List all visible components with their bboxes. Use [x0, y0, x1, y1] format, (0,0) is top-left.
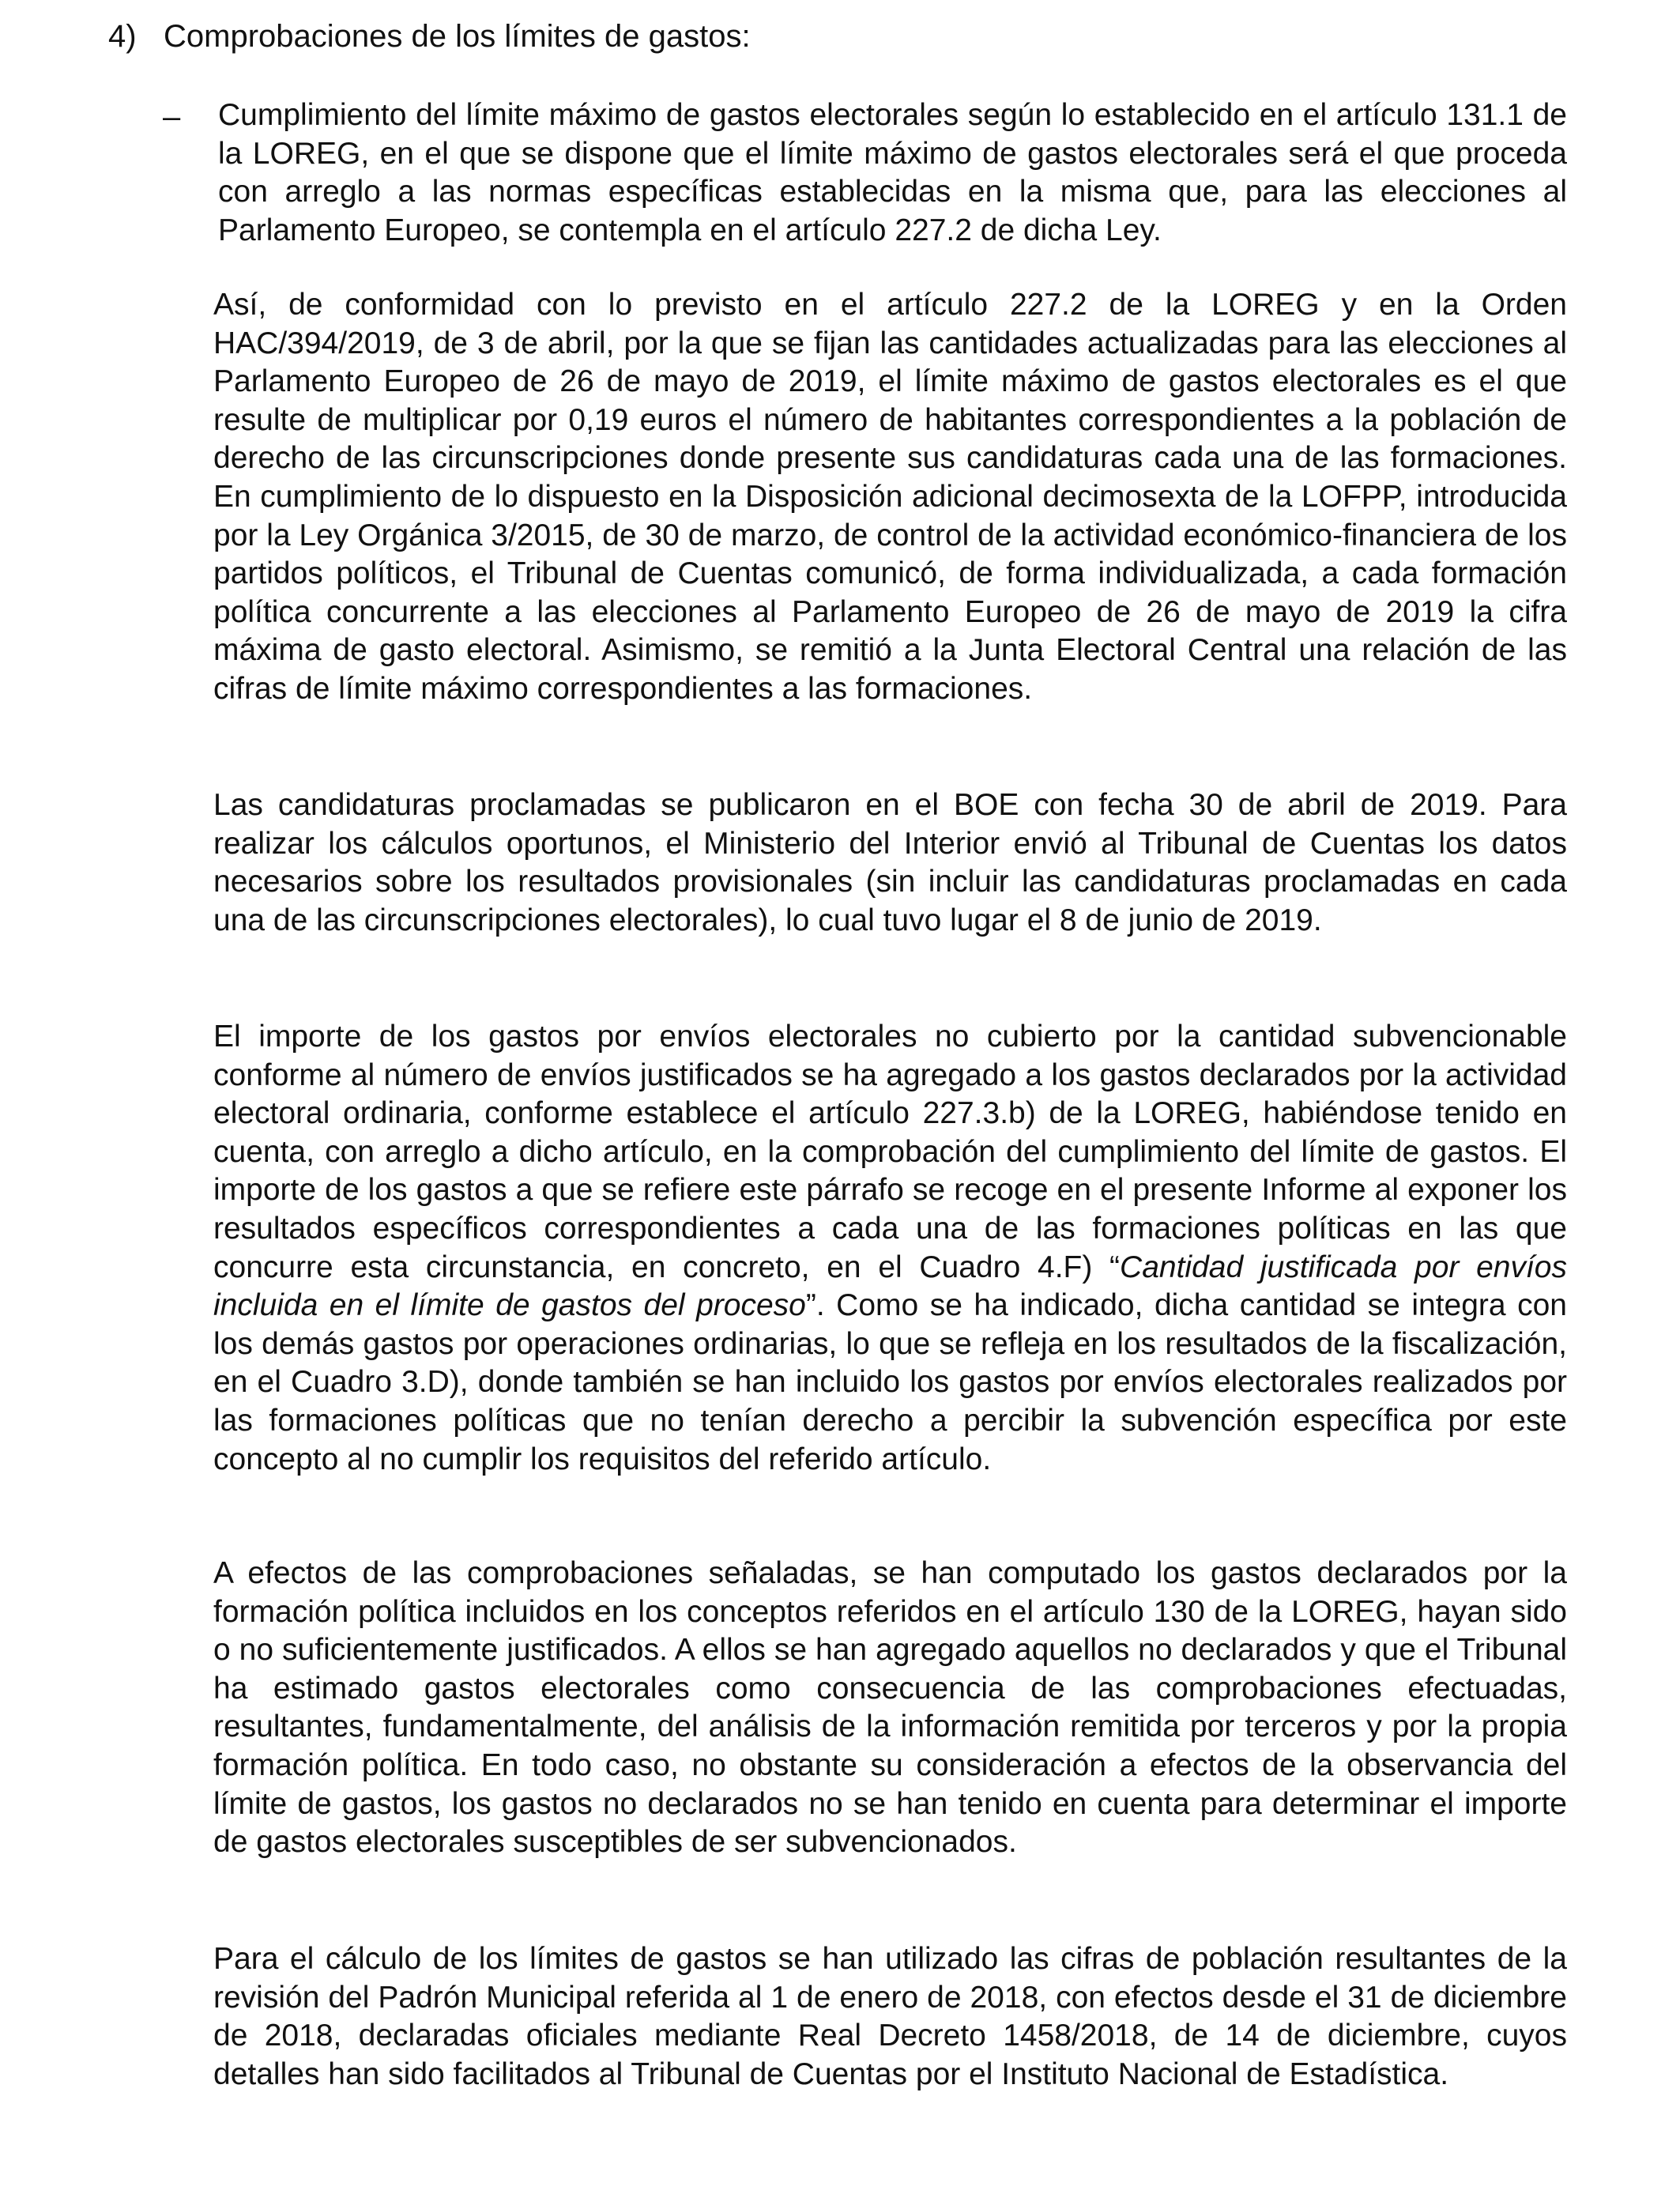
- envios-italic-title: Cantidad justificada por envíos incluida en el límite de gastos del proceso: [213, 1250, 1567, 1323]
- paragraph-comprobaciones: A efectos de las comprobaciones señaladas, se han computado los gastos declarados por la formación política incluidos en los conceptos referidos en el artículo 130 de la LOREG, hayan sido o no suficientemente justificados. A ellos se han agregado aquellos no declarados y que el Tribunal ha estimado gastos electorales como consecuencia de las comprobaciones efectuadas, resultantes, fundamentalmente, del análisis de la información remitida por terceros y por la propia formación política. En todo caso, no obstante su consideración a efectos de la observancia del límite de gastos, los gastos no declarados no se han tenido en cuenta para determinar el importe de gastos electorales susceptibles de ser subvencionados.: [213, 1556, 1567, 1860]
- bullet-paragraph: Cumplimiento del límite máximo de gastos electorales según lo establecido en el artículo 131.1 de la LOREG, en el que se dispone que el límite máximo de gastos electorales será el que proceda con arreglo a las normas específicas establecidas en la misma que, para las elecciones al Parlamento Europeo, se contempla en el artículo 227.2 de dicha Ley.: [218, 98, 1567, 247]
- envios-text-before: El importe de los gastos por envíos electorales no cubierto por la cantidad subvencionable conforme al número de envíos justificados se ha agregado a los gastos declarados por la actividad electoral ordinaria, conforme establece el artículo 227.3.b) de la LOREG, habiéndose tenido en cuenta, con arreglo a dicho artículo, en la comprobación del cumplimiento del límite de gastos. El importe de los gastos a que se refiere este párrafo se recoge en el presente Informe al exponer los resultados específicos correspondientes a cada una de las formaciones políticas en las que concurre esta circunstancia, en concreto, en el Cuadro 4.F) “: [213, 1020, 1567, 1284]
- section-number: 4): [108, 19, 137, 54]
- paragraph-envios-electorales: [213, 1018, 1567, 1479]
- paragraph-candidaturas: Las candidaturas proclamadas se publicaron en el BOE con fecha 30 de abril de 2019. Para realizar los cálculos oportunos, el Ministerio del Interior envió al Tribunal de Cuentas los datos necesarios sobre los resultados provisionales (sin incluir las candidaturas proclamadas en cada una de las circunscripciones electorales), lo cual tuvo lugar el 8 de junio de 2019.: [213, 788, 1567, 937]
- paragraph-poblacion: Para el cálculo de los límites de gastos se han utilizado las cifras de población resultantes de la revisión del Padrón Municipal referida al 1 de enero de 2018, con efectos desde el 31 de diciembre de 2018, declaradas oficiales mediante Real Decreto 1458/2018, de 14 de diciembre, cuyos detalles han sido facilitados al Tribunal de Cuentas por el Instituto Nacional de Estadística.: [213, 1942, 1567, 2091]
- paragraph-limite-maximo: Así, de conformidad con lo previsto en el artículo 227.2 de la LOREG y en la Orden HAC/394/2019, de 3 de abril, por la que se fijan las cantidades actualizadas para las elecciones al Parlamento Europeo de 26 de mayo de 2019, el límite máximo de gastos electorales es el que resulte de multiplicar por 0,19 euros el número de habitantes correspondientes a la población de derecho de las circunscripciones donde presente sus candidaturas cada una de las formaciones. En cumplimiento de lo dispuesto en la Disposición adicional decimosexta de la LOFPP, introducida por la Ley Orgánica 3/2015, de 30 de marzo, de control de la actividad económico-financiera de los partidos políticos, el Tribunal de Cuentas comunicó, de forma individualizada, a cada formación política concurrente a las elecciones al Parlamento Europeo de 26 de mayo de 2019 la cifra máxima de gasto electoral. Asimismo, se remitió a la Junta Electoral Central una relación de las cifras de límite máximo correspondientes a las formaciones.: [213, 288, 1567, 706]
- section-title: Comprobaciones de los límites de gastos:: [164, 19, 751, 54]
- section-heading: [108, 14, 751, 58]
- envios-text-after: ”. Como se ha indicado, dicha cantidad se integra con los demás gastos por operaciones ordinarias, lo que se refleja en los resultados de la fiscalización, en el Cuadro 3.D), donde también se han incluido los gastos por envíos electorales realizados por las formaciones políticas que no tenían derecho a percibir la subvención específica por este concepto al no cumplir los requisitos del referido artículo.: [213, 1288, 1568, 1476]
- bullet-dash: –: [163, 100, 181, 134]
